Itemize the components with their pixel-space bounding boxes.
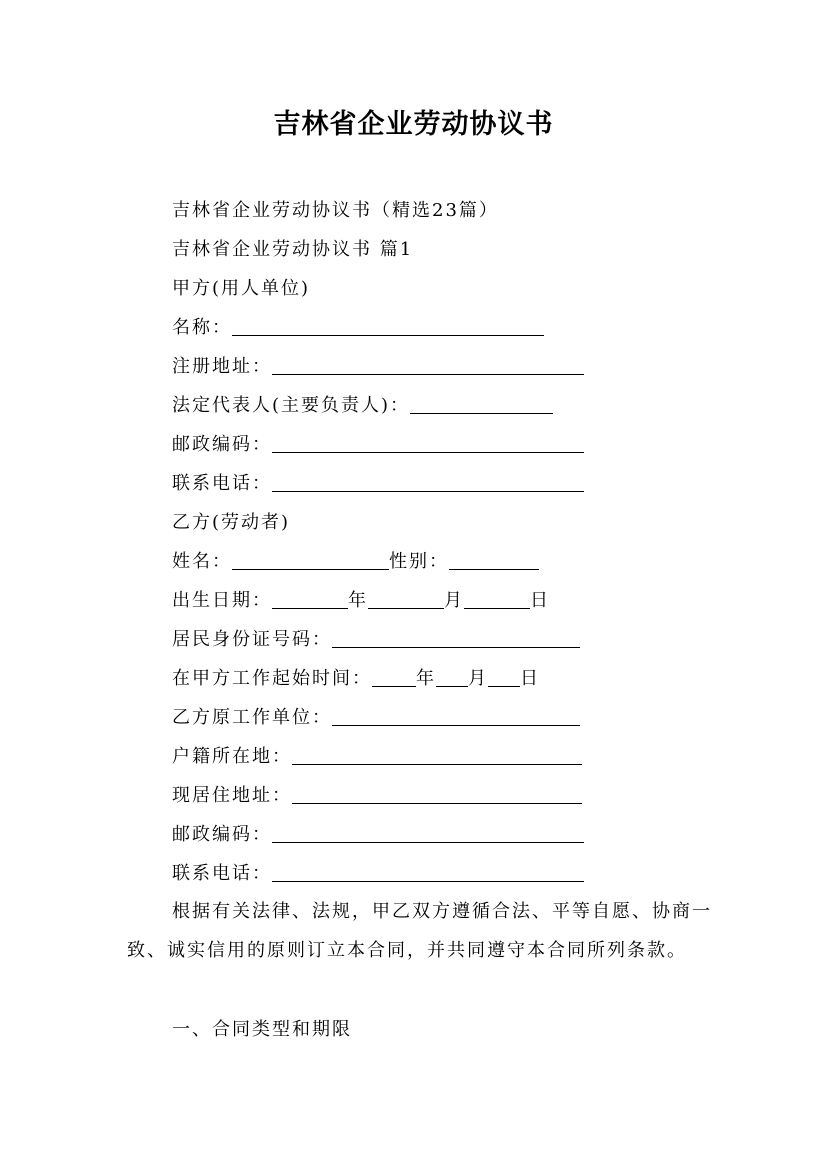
- clause-1-heading: 一、合同类型和期限: [172, 1019, 352, 1040]
- birth-day-blank: [464, 590, 530, 609]
- preamble-text: 根据有关法律、法规，甲乙双方遵循合法、平等自愿、协商一致、诚实信用的原则订立本合同，并共同遵守本合同所列条款。: [127, 901, 712, 961]
- party-b-household-label: 户籍所在地：: [172, 746, 292, 767]
- party-b-household-blank: [292, 746, 582, 765]
- party-a-phone-row: [172, 472, 584, 496]
- document-subtitle: 吉林省企业劳动协议书（精选23篇）: [172, 200, 499, 221]
- party-b-phone-label: 联系电话：: [172, 863, 272, 884]
- party-b-gender-label: 性别：: [389, 551, 449, 572]
- party-a-legal-rep-blank: [410, 395, 553, 414]
- party-b-household-row: [172, 745, 582, 769]
- party-a-heading: 甲方(用人单位): [172, 278, 311, 299]
- start-year-blank: [372, 668, 416, 687]
- party-a-name-label: 名称：: [172, 317, 232, 338]
- preamble-paragraph: [127, 893, 727, 970]
- party-b-name-blank: [232, 551, 389, 570]
- party-b-birth-label: 出生日期：: [172, 590, 272, 611]
- party-b-postcode-row: [172, 823, 584, 847]
- party-a-phone-label: 联系电话：: [172, 473, 272, 494]
- party-b-address-row: [172, 784, 582, 808]
- party-b-birth-row: [172, 589, 550, 613]
- party-b-id-row: [172, 628, 580, 652]
- party-a-name-blank: [232, 317, 544, 336]
- start-day-blank: [488, 668, 520, 687]
- start-month-label: 月: [468, 668, 488, 689]
- party-b-prev-employer-label: 乙方原工作单位：: [172, 707, 332, 728]
- party-b-phone-blank: [272, 863, 584, 882]
- party-b-address-label: 现居住地址：: [172, 785, 292, 806]
- party-b-start-label: 在甲方工作起始时间：: [172, 668, 372, 689]
- party-a-reg-address-label: 注册地址：: [172, 356, 272, 377]
- document-title: 吉林省企业劳动协议书: [273, 109, 554, 140]
- party-a-postcode-blank: [272, 434, 584, 453]
- party-b-id-label: 居民身份证号码：: [172, 629, 332, 650]
- party-b-id-blank: [332, 629, 580, 648]
- party-b-phone-row: [172, 862, 584, 886]
- birth-month-blank: [368, 590, 444, 609]
- party-b-prev-employer-row: [172, 706, 580, 730]
- party-b-prev-employer-blank: [332, 707, 580, 726]
- party-b-name-gender-row: [172, 550, 539, 574]
- start-month-blank: [436, 668, 468, 687]
- party-b-gender-blank: [449, 551, 539, 570]
- party-b-postcode-blank: [272, 824, 584, 843]
- party-b-postcode-label: 邮政编码：: [172, 824, 272, 845]
- party-a-postcode-row: [172, 433, 584, 457]
- birth-year-blank: [272, 590, 348, 609]
- party-a-legal-rep-label: 法定代表人(主要负责人)：: [172, 395, 411, 416]
- party-a-legal-rep-row: [172, 394, 553, 418]
- start-day-label: 日: [520, 668, 540, 689]
- start-year-label: 年: [416, 668, 436, 689]
- party-b-address-blank: [292, 785, 582, 804]
- section-heading: 吉林省企业劳动协议书 篇1: [172, 239, 414, 260]
- party-a-phone-blank: [272, 473, 584, 492]
- party-b-name-label: 姓名：: [172, 551, 232, 572]
- party-a-name-row: [172, 316, 544, 340]
- party-a-reg-address-blank: [272, 356, 584, 375]
- party-b-heading: 乙方(劳动者): [172, 512, 291, 533]
- birth-year-label: 年: [348, 590, 368, 611]
- party-a-reg-address-row: [172, 355, 584, 379]
- birth-month-label: 月: [444, 590, 464, 611]
- birth-day-label: 日: [530, 590, 550, 611]
- party-b-start-row: [172, 667, 540, 691]
- party-a-postcode-label: 邮政编码：: [172, 434, 272, 455]
